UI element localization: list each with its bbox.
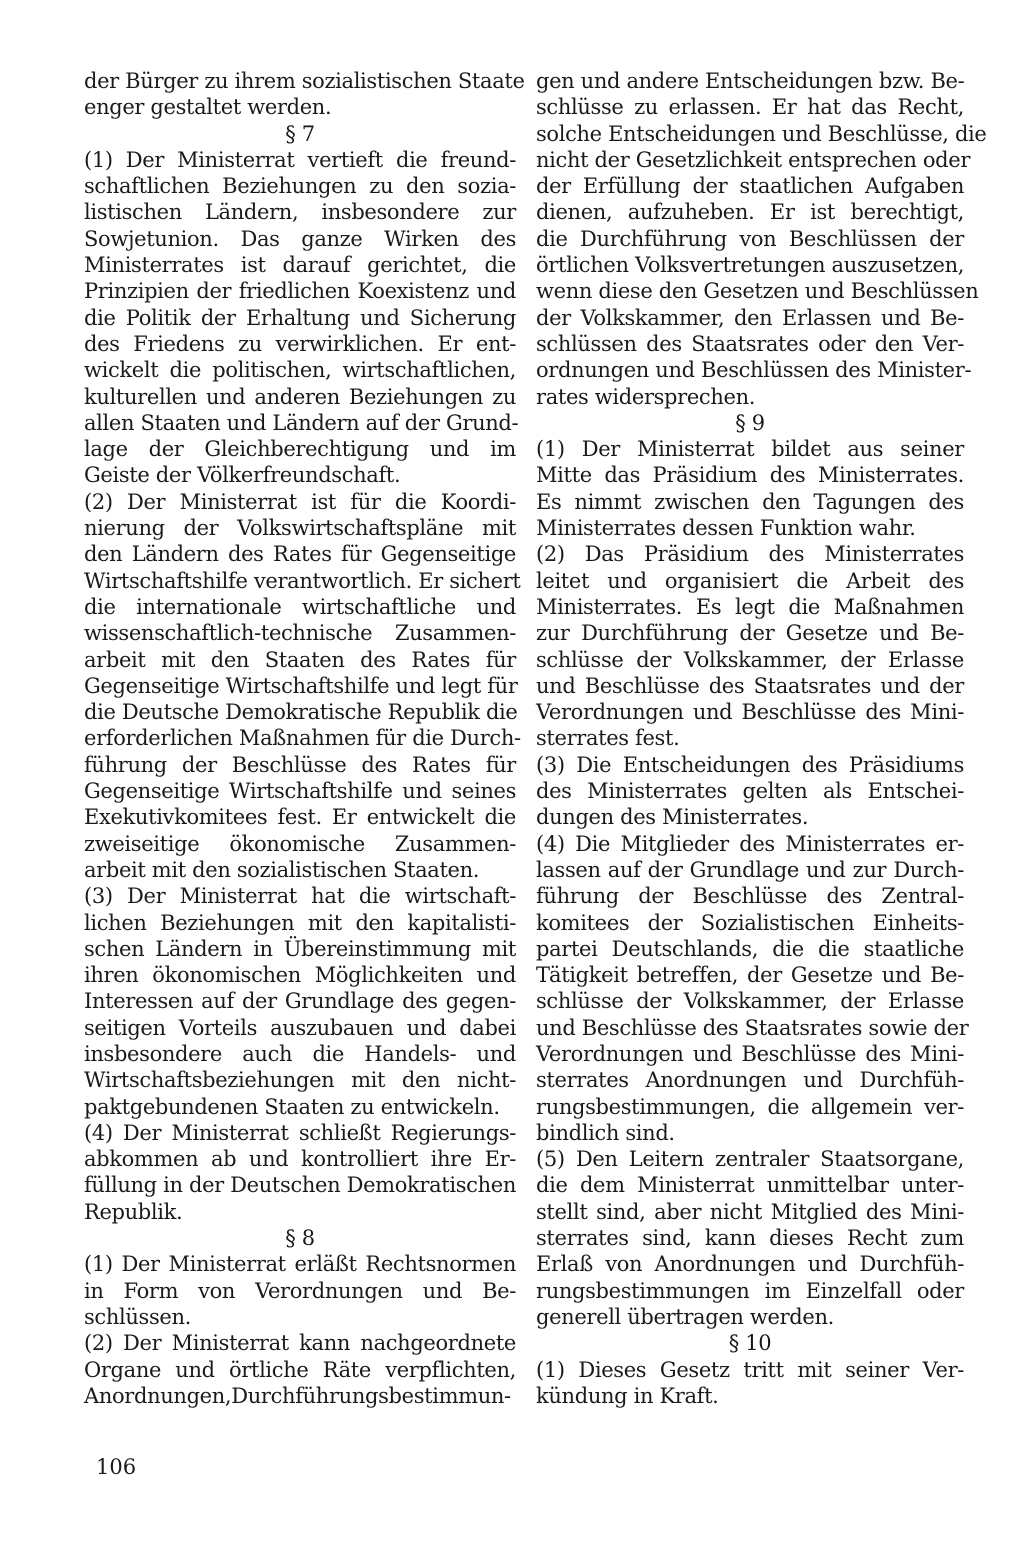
text-line: Verordnungen und Beschlüsse des Mini- bbox=[536, 700, 964, 725]
text-line: führung der Beschlüsse des Rates für bbox=[84, 752, 516, 777]
text-line: die internationale wirtschaftliche und bbox=[84, 594, 516, 619]
text-line: zur Durchführung der Gesetze und Be- bbox=[536, 621, 964, 646]
right-column bbox=[536, 68, 987, 1409]
text-line: nicht der Gesetzlichkeit entsprechen oder bbox=[536, 147, 971, 172]
text-line: (1) Der Ministerrat vertieft die freund- bbox=[84, 147, 516, 172]
text-line: Anordnungen,Durchführungsbestimmun- bbox=[84, 1383, 511, 1408]
text-line: (4) Der Ministerrat schließt Regierungs- bbox=[84, 1120, 516, 1145]
text-line: Republik. bbox=[84, 1199, 183, 1224]
text-line: rates widersprechen. bbox=[536, 384, 756, 409]
section-heading: § 8 bbox=[285, 1226, 315, 1251]
text-line: den Ländern des Rates für Gegenseitige bbox=[84, 542, 516, 567]
text-line: und Beschlüsse des Staatsrates und der bbox=[536, 673, 964, 698]
section-heading: § 9 bbox=[735, 410, 765, 435]
section-heading: § 7 bbox=[285, 121, 315, 146]
text-line: (2) Das Präsidium des Ministerrates bbox=[536, 542, 964, 567]
text-line: und Beschlüsse des Staatsrates sowie der bbox=[536, 1015, 969, 1040]
text-line: die Durchführung von Beschlüssen der bbox=[536, 226, 964, 251]
text-line: seitigen Vorteils auszubauen und dabei bbox=[84, 1015, 516, 1040]
text-line: Wirtschaftshilfe verantwortlich. Er sichert bbox=[84, 568, 521, 593]
text-line: listischen Ländern, insbesondere zur bbox=[84, 200, 516, 225]
text-line: Gegenseitige Wirtschaftshilfe und legt für bbox=[84, 673, 518, 698]
text-line: füllung in der Deutschen Demokratischen bbox=[84, 1173, 516, 1198]
text-line: schlüsse zu erlassen. Er hat das Recht, bbox=[536, 95, 964, 120]
text-line: kulturellen und anderen Beziehungen zu bbox=[84, 384, 516, 409]
text-line: wickelt die politischen, wirtschaftlichen, bbox=[84, 358, 516, 383]
text-line: (4) Die Mitglieder des Ministerrates er- bbox=[536, 831, 964, 856]
text-line: Sowjetunion. Das ganze Wirken des bbox=[84, 226, 516, 251]
text-line: lage der Gleichberechtigung und im bbox=[84, 437, 516, 462]
text-line: Organe und örtliche Räte verpflichten, bbox=[84, 1357, 516, 1382]
text-line: Gegenseitige Wirtschaftshilfe und seines bbox=[84, 779, 516, 804]
text-line: lichen Beziehungen mit den kapitalisti- bbox=[84, 910, 516, 935]
text-line: rungsbestimmungen im Einzelfall oder bbox=[536, 1278, 964, 1303]
text-line: komitees der Sozialistischen Einheits- bbox=[536, 910, 964, 935]
text-line: schlüssen des Staatsrates oder den Ver- bbox=[536, 331, 964, 356]
section-heading: § 10 bbox=[728, 1331, 772, 1356]
text-line: sterrates sind, kann dieses Recht zum bbox=[536, 1226, 964, 1251]
text-line: Exekutivkomitees fest. Er entwickelt die bbox=[84, 805, 516, 830]
text-line: schlüsse der Volkskammer, der Erlasse bbox=[536, 647, 964, 672]
text-line: des Friedens zu verwirklichen. Er ent- bbox=[84, 331, 516, 356]
text-line: schen Ländern in Übereinstimmung mit bbox=[84, 936, 516, 961]
text-line: insbesondere auch die Handels- und bbox=[84, 1041, 516, 1066]
text-line: Verordnungen und Beschlüsse des Mini- bbox=[536, 1041, 964, 1066]
text-line: ihren ökonomischen Möglichkeiten und bbox=[84, 963, 516, 988]
text-line: Wirtschaftsbeziehungen mit den nicht- bbox=[84, 1068, 516, 1093]
text-line: Ministerrates ist darauf gerichtet, die bbox=[84, 253, 516, 278]
text-line: enger gestaltet werden. bbox=[84, 95, 332, 120]
text-line: wissenschaftlich-technische Zusammen- bbox=[84, 621, 516, 646]
text-line: Ministerrates. Es legt die Maßnahmen bbox=[536, 594, 964, 619]
text-line: wenn diese den Gesetzen und Beschlüssen bbox=[536, 279, 979, 304]
text-line: allen Staaten und Ländern auf der Grund- bbox=[84, 410, 519, 435]
text-line: die Deutsche Demokratische Republik die bbox=[84, 700, 518, 725]
left-column bbox=[84, 68, 525, 1409]
text-line: stellt sind, aber nicht Mitglied des Mini- bbox=[536, 1199, 964, 1224]
page-number: 106 bbox=[96, 1455, 137, 1479]
text-line: Erlaß von Anordnungen und Durchfüh- bbox=[536, 1252, 964, 1277]
text-line: arbeit mit den Staaten des Rates für bbox=[84, 647, 516, 672]
text-line: der Volkskammer, den Erlassen und Be- bbox=[536, 305, 964, 330]
text-line: die Politik der Erhaltung und Sicherung bbox=[84, 305, 516, 330]
text-line: (3) Die Entscheidungen des Präsidiums bbox=[536, 752, 964, 777]
text-line: in Form von Verordnungen und Be- bbox=[84, 1278, 516, 1303]
text-line: Es nimmt zwischen den Tagungen des bbox=[536, 489, 964, 514]
text-line: nierung der Volkswirtschaftspläne mit bbox=[84, 516, 516, 541]
text-line: (1) Der Ministerrat bildet aus seiner bbox=[536, 437, 964, 462]
text-line: (2) Der Ministerrat kann nachgeordnete bbox=[84, 1331, 516, 1356]
text-line: (5) Den Leitern zentraler Staatsorgane, bbox=[536, 1147, 964, 1172]
text-line: partei Deutschlands, die die staatliche bbox=[536, 936, 964, 961]
text-line: paktgebundenen Staaten zu entwickeln. bbox=[84, 1094, 500, 1119]
text-line: leitet und organisiert die Arbeit des bbox=[536, 568, 964, 593]
text-line: schlüssen. bbox=[84, 1304, 191, 1329]
text-line: kündung in Kraft. bbox=[536, 1383, 719, 1408]
text-line: bindlich sind. bbox=[536, 1120, 675, 1145]
text-line: der Bürger zu ihrem sozialistischen Staate bbox=[84, 69, 525, 93]
text-line: solche Entscheidungen und Beschlüsse, die bbox=[536, 121, 987, 146]
text-line: Interessen auf der Grundlage des gegen- bbox=[84, 989, 516, 1014]
text-line: die dem Ministerrat unmittelbar unter- bbox=[536, 1173, 964, 1198]
text-line: örtlichen Volksvertretungen auszusetzen, bbox=[536, 253, 965, 278]
text-line: schaftlichen Beziehungen zu den sozia- bbox=[84, 174, 516, 199]
text-line: des Ministerrates gelten als Entschei- bbox=[536, 779, 964, 804]
text-line: führung der Beschlüsse des Zentral- bbox=[536, 884, 964, 909]
text-line: sterrates Anordnungen und Durchfüh- bbox=[536, 1068, 964, 1093]
text-line: dienen, aufzuheben. Er ist berechtigt, bbox=[536, 200, 964, 225]
text-line: lassen auf der Grundlage und zur Durch- bbox=[536, 857, 964, 882]
text-line: generell übertragen werden. bbox=[536, 1304, 834, 1329]
text-line: (3) Der Ministerrat hat die wirtschaft- bbox=[84, 884, 516, 909]
text-line: gen und andere Entscheidungen bzw. Be- bbox=[536, 69, 965, 93]
text-line: der Erfüllung der staatlichen Aufgaben bbox=[536, 174, 964, 199]
text-line: (1) Der Ministerrat erläßt Rechtsnormen bbox=[84, 1252, 516, 1277]
text-line: ordnungen und Beschlüssen des Minister- bbox=[536, 358, 972, 383]
text-line: sterrates fest. bbox=[536, 726, 680, 751]
text-line: dungen des Ministerrates. bbox=[536, 805, 809, 830]
text-line: Ministerrates dessen Funktion wahr. bbox=[536, 516, 916, 541]
text-line: (1) Dieses Gesetz tritt mit seiner Ver- bbox=[536, 1357, 964, 1382]
text-line: arbeit mit den sozialistischen Staaten. bbox=[84, 857, 480, 882]
text-line: Geiste der Völkerfreundschaft. bbox=[84, 463, 401, 488]
text-line: schlüsse der Volkskammer, der Erlasse bbox=[536, 989, 964, 1014]
text-line: abkommen ab und kontrolliert ihre Er- bbox=[84, 1147, 516, 1172]
text-line: Mitte das Präsidium des Ministerrates. bbox=[536, 463, 964, 488]
text-line: Tätigkeit betreffen, der Gesetze und Be- bbox=[536, 963, 964, 988]
text-line: zweiseitige ökonomische Zusammen- bbox=[84, 831, 516, 856]
text-line: (2) Der Ministerrat ist für die Koordi- bbox=[84, 489, 516, 514]
text-line: Prinzipien der friedlichen Koexistenz und bbox=[84, 279, 516, 304]
text-line: erforderlichen Maßnahmen für die Durch- bbox=[84, 726, 521, 751]
text-line: rungsbestimmungen, die allgemein ver- bbox=[536, 1094, 964, 1119]
